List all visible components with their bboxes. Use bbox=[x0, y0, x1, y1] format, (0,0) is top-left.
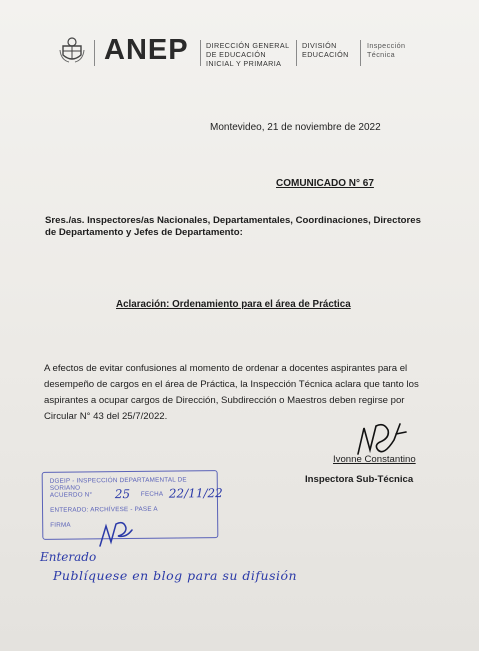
document-date: Montevideo, 21 de noviembre de 2022 bbox=[210, 122, 381, 133]
org-name-line: DIRECCIÓN GENERAL bbox=[206, 41, 290, 50]
stamp-acuerdo-value: 25 bbox=[114, 486, 131, 502]
header-divider bbox=[360, 40, 361, 66]
stamp-firma-label: FIRMA bbox=[50, 521, 71, 529]
stamp-acuerdo-label: ACUERDO N° bbox=[49, 491, 93, 499]
inspection-name-line: Técnica bbox=[367, 50, 395, 59]
subject-line: Aclaración: Ordenamiento para el área de Práctica bbox=[116, 299, 351, 310]
signatory-name: Ivonne Constantino bbox=[333, 454, 416, 465]
stamp-enterado-line: ENTERADO: ARCHÍVESE - PASE A bbox=[50, 505, 158, 514]
stamp-fecha-label: FECHA bbox=[140, 490, 164, 498]
header-divider bbox=[296, 40, 297, 66]
body-line: aspirantes a ocupar cargos de Dirección, Subdirección o Maestros deben regirse por bbox=[44, 395, 405, 406]
inspection-name-line: Inspección bbox=[367, 41, 406, 50]
org-name-line: DE EDUCACIÓN bbox=[206, 50, 266, 59]
brand-logo-text: ANEP bbox=[104, 34, 189, 66]
addressee-line: de Departamento y Jefes de Departamento: bbox=[45, 227, 243, 238]
org-name-line: INICIAL Y PRIMARIA bbox=[206, 59, 282, 68]
stamp-header: DGEIP - INSPECCIÓN DEPARTAMENTAL DE SORIANO bbox=[49, 476, 187, 492]
signatory-role: Inspectora Sub-Técnica bbox=[305, 474, 414, 485]
addressee-block bbox=[45, 215, 440, 239]
body-paragraph bbox=[44, 361, 419, 425]
division-name-line: DIVISIÓN bbox=[302, 41, 337, 50]
stamp-signature bbox=[96, 520, 136, 550]
body-line: Circular N° 43 del 25/7/2022. bbox=[44, 411, 168, 422]
comunicado-number: COMUNICADO N° 67 bbox=[276, 178, 374, 189]
handwritten-note-line: Enterado bbox=[40, 550, 97, 564]
division-name-line: EDUCACIÓN bbox=[302, 50, 349, 59]
header-divider bbox=[200, 40, 201, 66]
handwritten-note-line: Publíquese en blog para su difusión bbox=[53, 568, 298, 583]
addressee-line: Sres./as. Inspectores/as Nacionales, Departamentales, Coordinaciones, Directores bbox=[45, 215, 421, 226]
body-line: desempeño de cargos en el área de Práctica, la Inspección Técnica aclara que tanto los bbox=[44, 379, 419, 390]
uruguay-coat-of-arms-icon bbox=[59, 36, 85, 64]
body-line: A efectos de evitar confusiones al momento de ordenar a docentes aspirantes para el bbox=[44, 363, 408, 374]
stamp-fecha-value: 22/11/22 bbox=[168, 486, 223, 501]
header-divider bbox=[94, 40, 95, 66]
